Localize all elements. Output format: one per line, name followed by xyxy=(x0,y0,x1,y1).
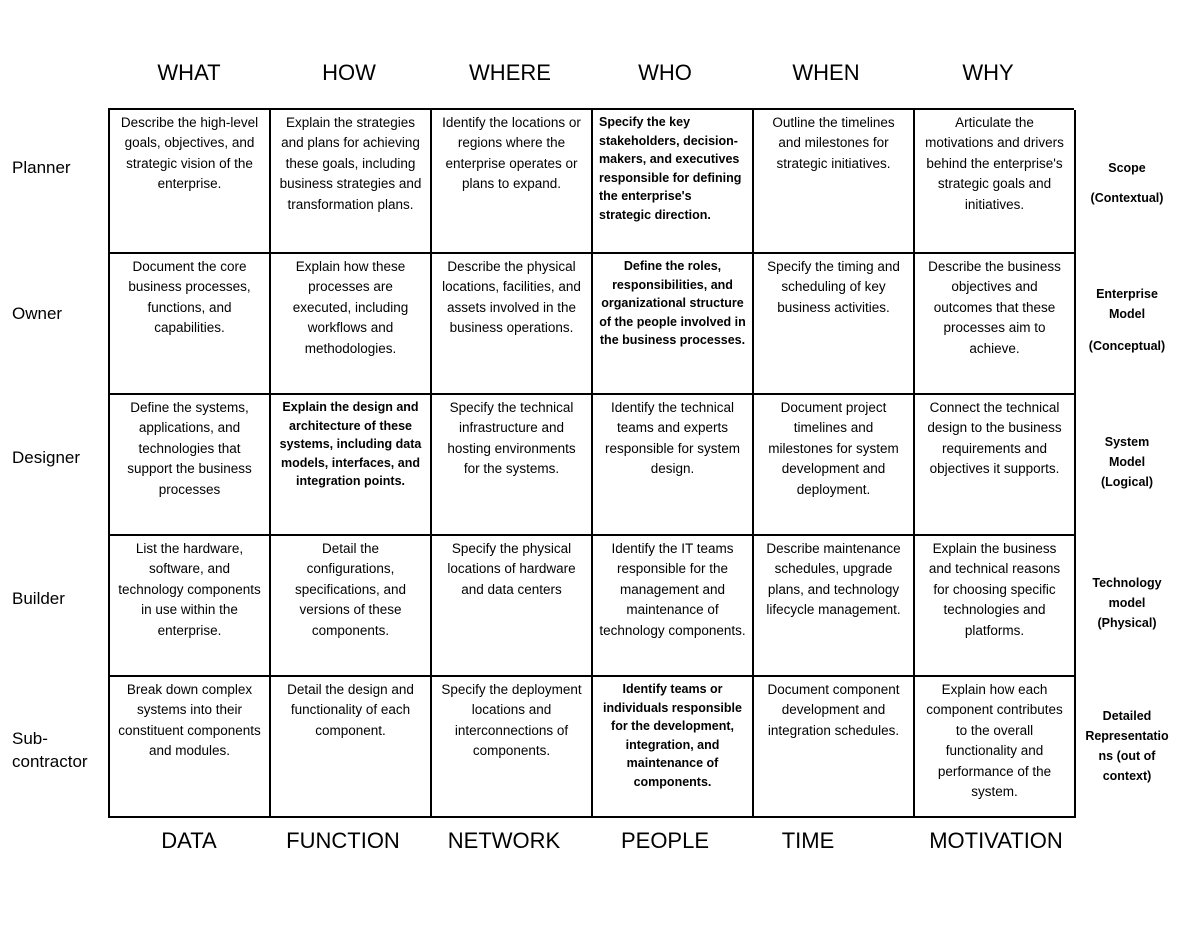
cell-subcontractor-what: Break down complex systems into their constituent components and modules. xyxy=(110,677,271,818)
perspective-line: (Contextual) xyxy=(1090,191,1164,205)
cell-planner-what: Describe the high-level goals, objectives, and strategic vision of the enterprise. xyxy=(110,110,271,254)
perspective-line: ns (out of xyxy=(1098,749,1156,763)
cell-owner-what: Document the core business processes, functions, and capabilities. xyxy=(110,254,271,395)
row-label-planner: Planner xyxy=(12,158,71,177)
column-header-what: WHAT xyxy=(157,60,221,85)
perspective-label-enterprise-model xyxy=(1078,284,1176,356)
column-header-when: WHEN xyxy=(792,60,860,85)
perspective-line: Detailed xyxy=(1102,709,1152,723)
cell-owner-where: Describe the physical locations, facilities, and assets involved in the business operations. xyxy=(432,254,593,395)
perspective-line: Scope xyxy=(1108,161,1146,175)
cell-builder-when: Describe maintenance schedules, upgrade plans, and technology lifecycle management. xyxy=(754,536,915,677)
cell-builder-why: Explain the business and technical reasons for choosing specific technologies and platforms. xyxy=(915,536,1076,677)
cell-owner-how: Explain how these processes are executed, including workflows and methodologies. xyxy=(271,254,432,395)
cell-subcontractor-when: Document component development and integration schedules. xyxy=(754,677,915,818)
cell-planner-how: Explain the strategies and plans for achieving these goals, including business strategies and transformation plans. xyxy=(271,110,432,254)
perspective-line: Technology xyxy=(1092,576,1162,590)
cell-subcontractor-why: Explain how each component contributes to the overall functionality and performance of the system. xyxy=(915,677,1076,818)
cell-builder-what: List the hardware, software, and technology components in use within the enterprise. xyxy=(110,536,271,677)
cell-planner-why: Articulate the motivations and drivers behind the enterprise's strategic goals and initiatives. xyxy=(915,110,1076,254)
cell-designer-when: Document project timelines and milestones for system development and deployment. xyxy=(754,395,915,536)
column-footer-network: NETWORK xyxy=(447,828,561,853)
perspective-line: (Conceptual) xyxy=(1088,339,1166,353)
column-footer-data: DATA xyxy=(161,828,217,853)
cell-subcontractor-how: Detail the design and functionality of each component. xyxy=(271,677,432,818)
cell-builder-where: Specify the physical locations of hardware and data centers xyxy=(432,536,593,677)
cell-subcontractor-who: Identify teams or individuals responsible for the development, integration, and maintenance of components. xyxy=(593,677,754,818)
cell-designer-where: Specify the technical infrastructure and hosting environments for the systems. xyxy=(432,395,593,536)
perspective-label-system-model xyxy=(1078,432,1176,492)
cell-planner-who: Specify the key stakeholders, decision-makers, and executives responsible for defining the enterprise's strategic direction. xyxy=(593,110,754,254)
perspective-label-scope xyxy=(1078,158,1176,208)
perspective-line: Model xyxy=(1108,455,1146,469)
column-header-why: WHY xyxy=(962,60,1014,85)
cell-builder-who: Identify the IT teams responsible for the management and maintenance of technology components. xyxy=(593,536,754,677)
cell-planner-when: Outline the timelines and milestones for strategic initiatives. xyxy=(754,110,915,254)
framework-grid xyxy=(108,108,1074,818)
column-footer-function: FUNCTION xyxy=(286,828,400,853)
cell-designer-what: Define the systems, applications, and technologies that support the business processes xyxy=(110,395,271,536)
column-footer-people: PEOPLE xyxy=(620,828,710,853)
perspective-line: context) xyxy=(1102,769,1152,783)
column-header-how: HOW xyxy=(322,60,376,85)
cell-owner-why: Describe the business objectives and outcomes that these processes aim to achieve. xyxy=(915,254,1076,395)
perspective-line: (Logical) xyxy=(1100,475,1154,489)
perspective-label-detailed-representations xyxy=(1078,706,1176,786)
perspective-line: Model xyxy=(1108,307,1146,321)
column-footer-time: TIME xyxy=(781,828,835,853)
cell-designer-how: Explain the design and architecture of these systems, including data models, interfaces, and integration points. xyxy=(271,395,432,536)
row-label-builder: Builder xyxy=(12,589,65,608)
cell-builder-how: Detail the configurations, specifications, and versions of these components. xyxy=(271,536,432,677)
cell-designer-who: Identify the technical teams and experts responsible for system design. xyxy=(593,395,754,536)
cell-subcontractor-where: Specify the deployment locations and interconnections of components. xyxy=(432,677,593,818)
perspective-line: Enterprise xyxy=(1096,287,1158,301)
row-label-owner: Owner xyxy=(12,304,63,323)
perspective-line: (Physical) xyxy=(1097,616,1157,630)
cell-owner-when: Specify the timing and scheduling of key business activities. xyxy=(754,254,915,395)
perspective-line: System xyxy=(1104,435,1150,449)
column-header-who: WHO xyxy=(638,60,692,85)
cell-planner-where: Identify the locations or regions where the enterprise operates or plans to expand. xyxy=(432,110,593,254)
perspective-line: model xyxy=(1108,596,1146,610)
row-label-designer: Designer xyxy=(12,448,81,467)
row-label-subcontractor: Sub-contractor xyxy=(12,729,88,771)
column-header-where: WHERE xyxy=(469,60,551,85)
column-footer-motivation: MOTIVATION xyxy=(929,828,1063,853)
perspective-label-technology-model xyxy=(1078,573,1176,633)
cell-designer-why: Connect the technical design to the business requirements and objectives it supports. xyxy=(915,395,1076,536)
cell-owner-who: Define the roles, responsibilities, and organizational structure of the people involved in the business processes. xyxy=(593,254,754,395)
perspective-line: Representatio xyxy=(1085,729,1169,743)
